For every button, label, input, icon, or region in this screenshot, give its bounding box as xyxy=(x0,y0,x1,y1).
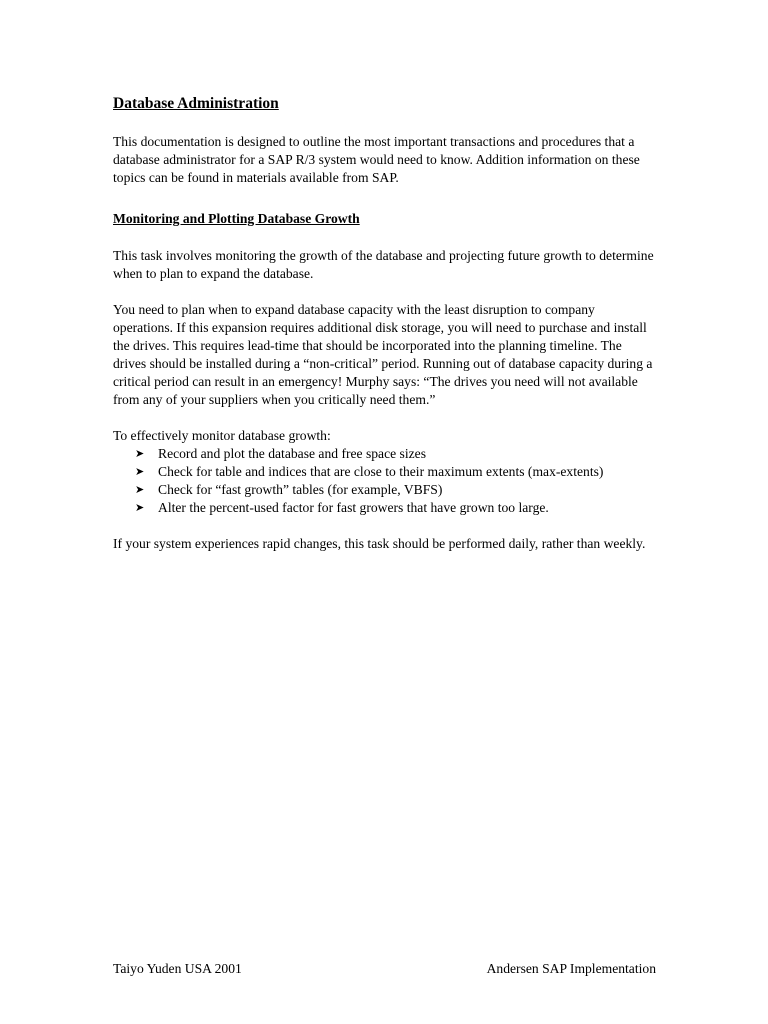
list-item xyxy=(135,499,658,517)
list-item-text: Record and plot the database and free space sizes xyxy=(158,446,426,461)
list-item-text: Check for table and indices that are close to their maximum extents (max-extents) xyxy=(158,464,604,479)
section-title: Monitoring and Plotting Database Growth xyxy=(113,211,360,226)
list-item-text: Alter the percent-used factor for fast growers that have grown too large. xyxy=(158,500,549,515)
arrowhead-right-icon: ➤ xyxy=(135,466,145,478)
closing-paragraph: If your system experiences rapid changes, this task should be performed daily, rather than weekly. xyxy=(113,536,646,551)
intro-paragraph: This documentation is designed to outline the most important transactions and procedures that a database administrator for a SAP R/3 system would need to know. Addition information on these topics can be found in materials available from SAP. xyxy=(113,134,640,185)
section-paragraph-2: You need to plan when to expand database capacity with the least disruption to company operations. If this expansion requires additional disk storage, you will need to purchase and install the drives. This requires lead-time that should be incorporated into the planning timeline. The drives should be installed during a “non-critical” period. Running out of database capacity during a critical period can result in an emergency! Murphy says: “The drives you need will not available from any of your suppliers when you critically need them.” xyxy=(113,302,653,407)
list-item-text: Check for “fast growth” tables (for example, VBFS) xyxy=(158,482,443,497)
footer-company: Taiyo Yuden USA 2001 xyxy=(113,961,242,976)
arrowhead-right-icon: ➤ xyxy=(135,502,145,514)
arrowhead-right-icon: ➤ xyxy=(135,448,145,460)
footer-project: Andersen SAP Implementation xyxy=(486,961,656,976)
document-title: Database Administration xyxy=(113,95,279,112)
list-item xyxy=(135,463,658,481)
list-item xyxy=(135,445,658,463)
growth-checklist xyxy=(113,445,658,517)
section-paragraph-1: This task involves monitoring the growth of the database and projecting future growth to determine when to plan to expand the database. xyxy=(113,248,654,281)
list-intro: To effectively monitor database growth: xyxy=(113,428,331,443)
list-item xyxy=(135,481,658,499)
document-body xyxy=(113,94,658,553)
arrowhead-right-icon: ➤ xyxy=(135,484,145,496)
